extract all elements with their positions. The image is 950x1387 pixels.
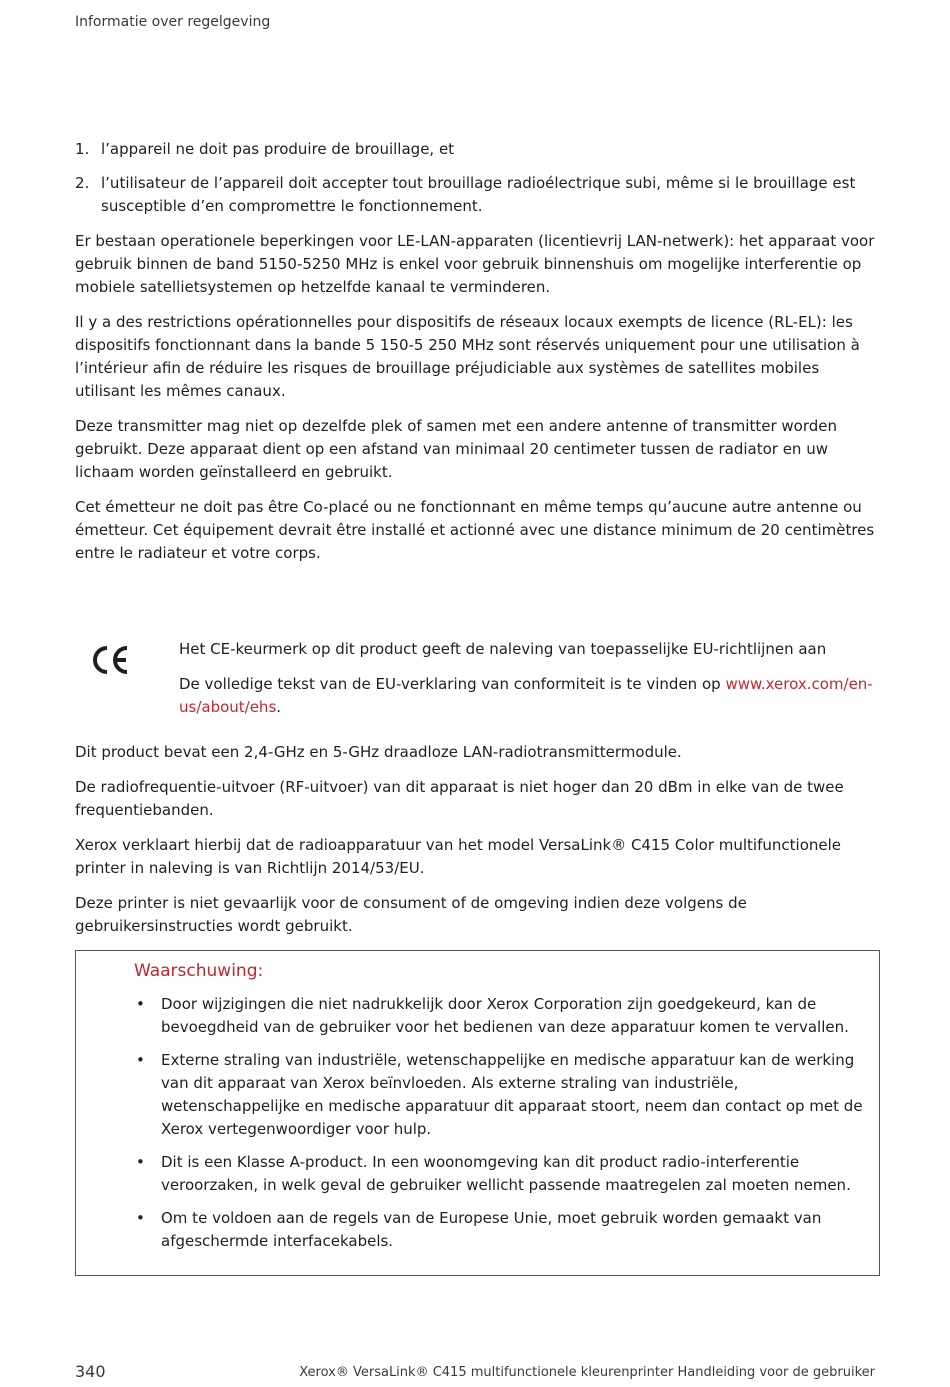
list-item-text: l’appareil ne doit pas produire de brouillage, et — [101, 140, 455, 158]
numbered-list — [75, 138, 880, 218]
bullet-icon: • — [136, 995, 145, 1013]
ce-statement: Het CE-keurmerk op dit product geeft de naleving van toepasselijke EU-richtlijnen aan — [179, 640, 827, 658]
running-header: Informatie over regelgeving — [75, 14, 271, 30]
ce-declaration — [179, 673, 880, 719]
ce-text — [179, 638, 880, 731]
list-item — [134, 1207, 865, 1253]
list-item — [134, 993, 865, 1039]
ce-declaration-prefix: De volledige tekst van de EU-verklaring van conformiteit is te vinden op — [179, 675, 726, 693]
ce-declaration-suffix: . — [276, 698, 282, 716]
warning-item-text: Door wijzigingen die niet nadrukkelijk door Xerox Corporation zijn goedgekeurd, kan de bevoegdheid van de gebruiker voor het bedienen van deze apparatuur komen te vervallen. — [161, 995, 849, 1036]
page-number: 340 — [75, 1362, 106, 1381]
paragraph-wlan-module: Dit product bevat een 2,4-GHz en 5-GHz draadloze LAN-radiotransmittermodule. — [75, 743, 682, 761]
ce-mark-icon — [75, 638, 179, 731]
bullet-icon: • — [136, 1209, 145, 1227]
paragraph-transmitter-nl: Deze transmitter mag niet op dezelfde plek of samen met een andere antenne of transmitter worden gebruikt. Deze apparaat dient op een afstand van minimaal 20 centimeter tussen de radiator en uw lichaam worden geïnstalleerd en gebruikt. — [75, 417, 837, 481]
footer-doc-title: Xerox® VersaLink® C415 multifunctionele kleurenprinter Handleiding voor de gebruiker — [299, 1365, 875, 1380]
paragraph-safety: Deze printer is niet gevaarlijk voor de consument of de omgeving indien deze volgens de gebruikersinstructies wordt gebruikt. — [75, 894, 747, 935]
bullet-icon: • — [136, 1153, 145, 1171]
list-item — [134, 1049, 865, 1141]
list-item-text: l’utilisateur de l’appareil doit accepter tout brouillage radioélectrique subi, même si le brouillage est susceptible d’en compromettre le fonctionnement. — [101, 174, 856, 215]
paragraph-rl-el-fr: Il y a des restrictions opérationnelles pour dispositifs de réseaux locaux exempts de licence (RL-EL): les dispositifs fonctionnant dans la bande 5 150-5 250 MHz sont réservés uniquement pour une utilisation à l’intérieur afin de réduire les risques de brouillage préjudiciable aux systèmes de satellites mobiles utilisant les mêmes canaux. — [75, 313, 860, 400]
paragraph-le-lan-nl: Er bestaan operationele beperkingen voor LE-LAN-apparaten (licentievrij LAN-netwerk): het apparaat voor gebruik binnen de band 5150-5250 MHz is enkel voor gebruik binnenshuis om mogelijke interferentie op mobiele satellietsystemen op hetzelfde kanaal te verminderen. — [75, 232, 875, 296]
paragraph-transmitter-fr: Cet émetteur ne doit pas être Co-placé ou ne fonctionnant en même temps qu’aucune autre antenne ou émetteur. Cet équipement devrait être installé et actionné avec une distance minimum de 20 centimètres entre le radiateur et votre corps. — [75, 498, 875, 562]
paragraph-rf-output: De radiofrequentie-uitvoer (RF-uitvoer) van dit apparaat is niet hoger dan 20 dBm in elke van de twee frequentiebanden. — [75, 778, 844, 819]
list-number: 2. — [75, 174, 90, 192]
warning-title: Waarschuwing: — [134, 961, 264, 981]
warning-item-text: Om te voldoen aan de regels van de Europese Unie, moet gebruik worden gemaakt van afgeschermde interfacekabels. — [161, 1209, 822, 1250]
list-item — [134, 1151, 865, 1197]
paragraph-declaration: Xerox verklaart hierbij dat de radioapparatuur van het model VersaLink® C415 Color multifunctionele printer in naleving is van Richtlijn 2014/53/EU. — [75, 836, 841, 877]
warning-item-text: Externe straling van industriële, wetenschappelijke en medische apparatuur kan de werking van dit apparaat van Xerox beïnvloeden. Als externe straling van industriële, wetenschappelijke en medische apparatuur dit apparaat stoort, neem dan contact op met de Xerox vertegenwoordiger voor hulp. — [161, 1051, 863, 1138]
list-number: 1. — [75, 140, 90, 158]
bullet-icon: • — [136, 1051, 145, 1069]
warning-box — [75, 950, 880, 1276]
ehs-link[interactable]: www.xerox.com/en-us/about/ehs — [179, 675, 873, 716]
warning-item-text: Dit is een Klasse A-product. In een woonomgeving kan dit product radio-interferentie veroorzaken, in welk geval de gebruiker wellicht passende maatregelen zal moeten nemen. — [161, 1153, 851, 1194]
list-item — [75, 172, 880, 218]
list-item — [75, 138, 880, 161]
ce-block — [75, 638, 880, 731]
warning-list — [134, 993, 865, 1253]
page-content — [75, 138, 880, 1276]
